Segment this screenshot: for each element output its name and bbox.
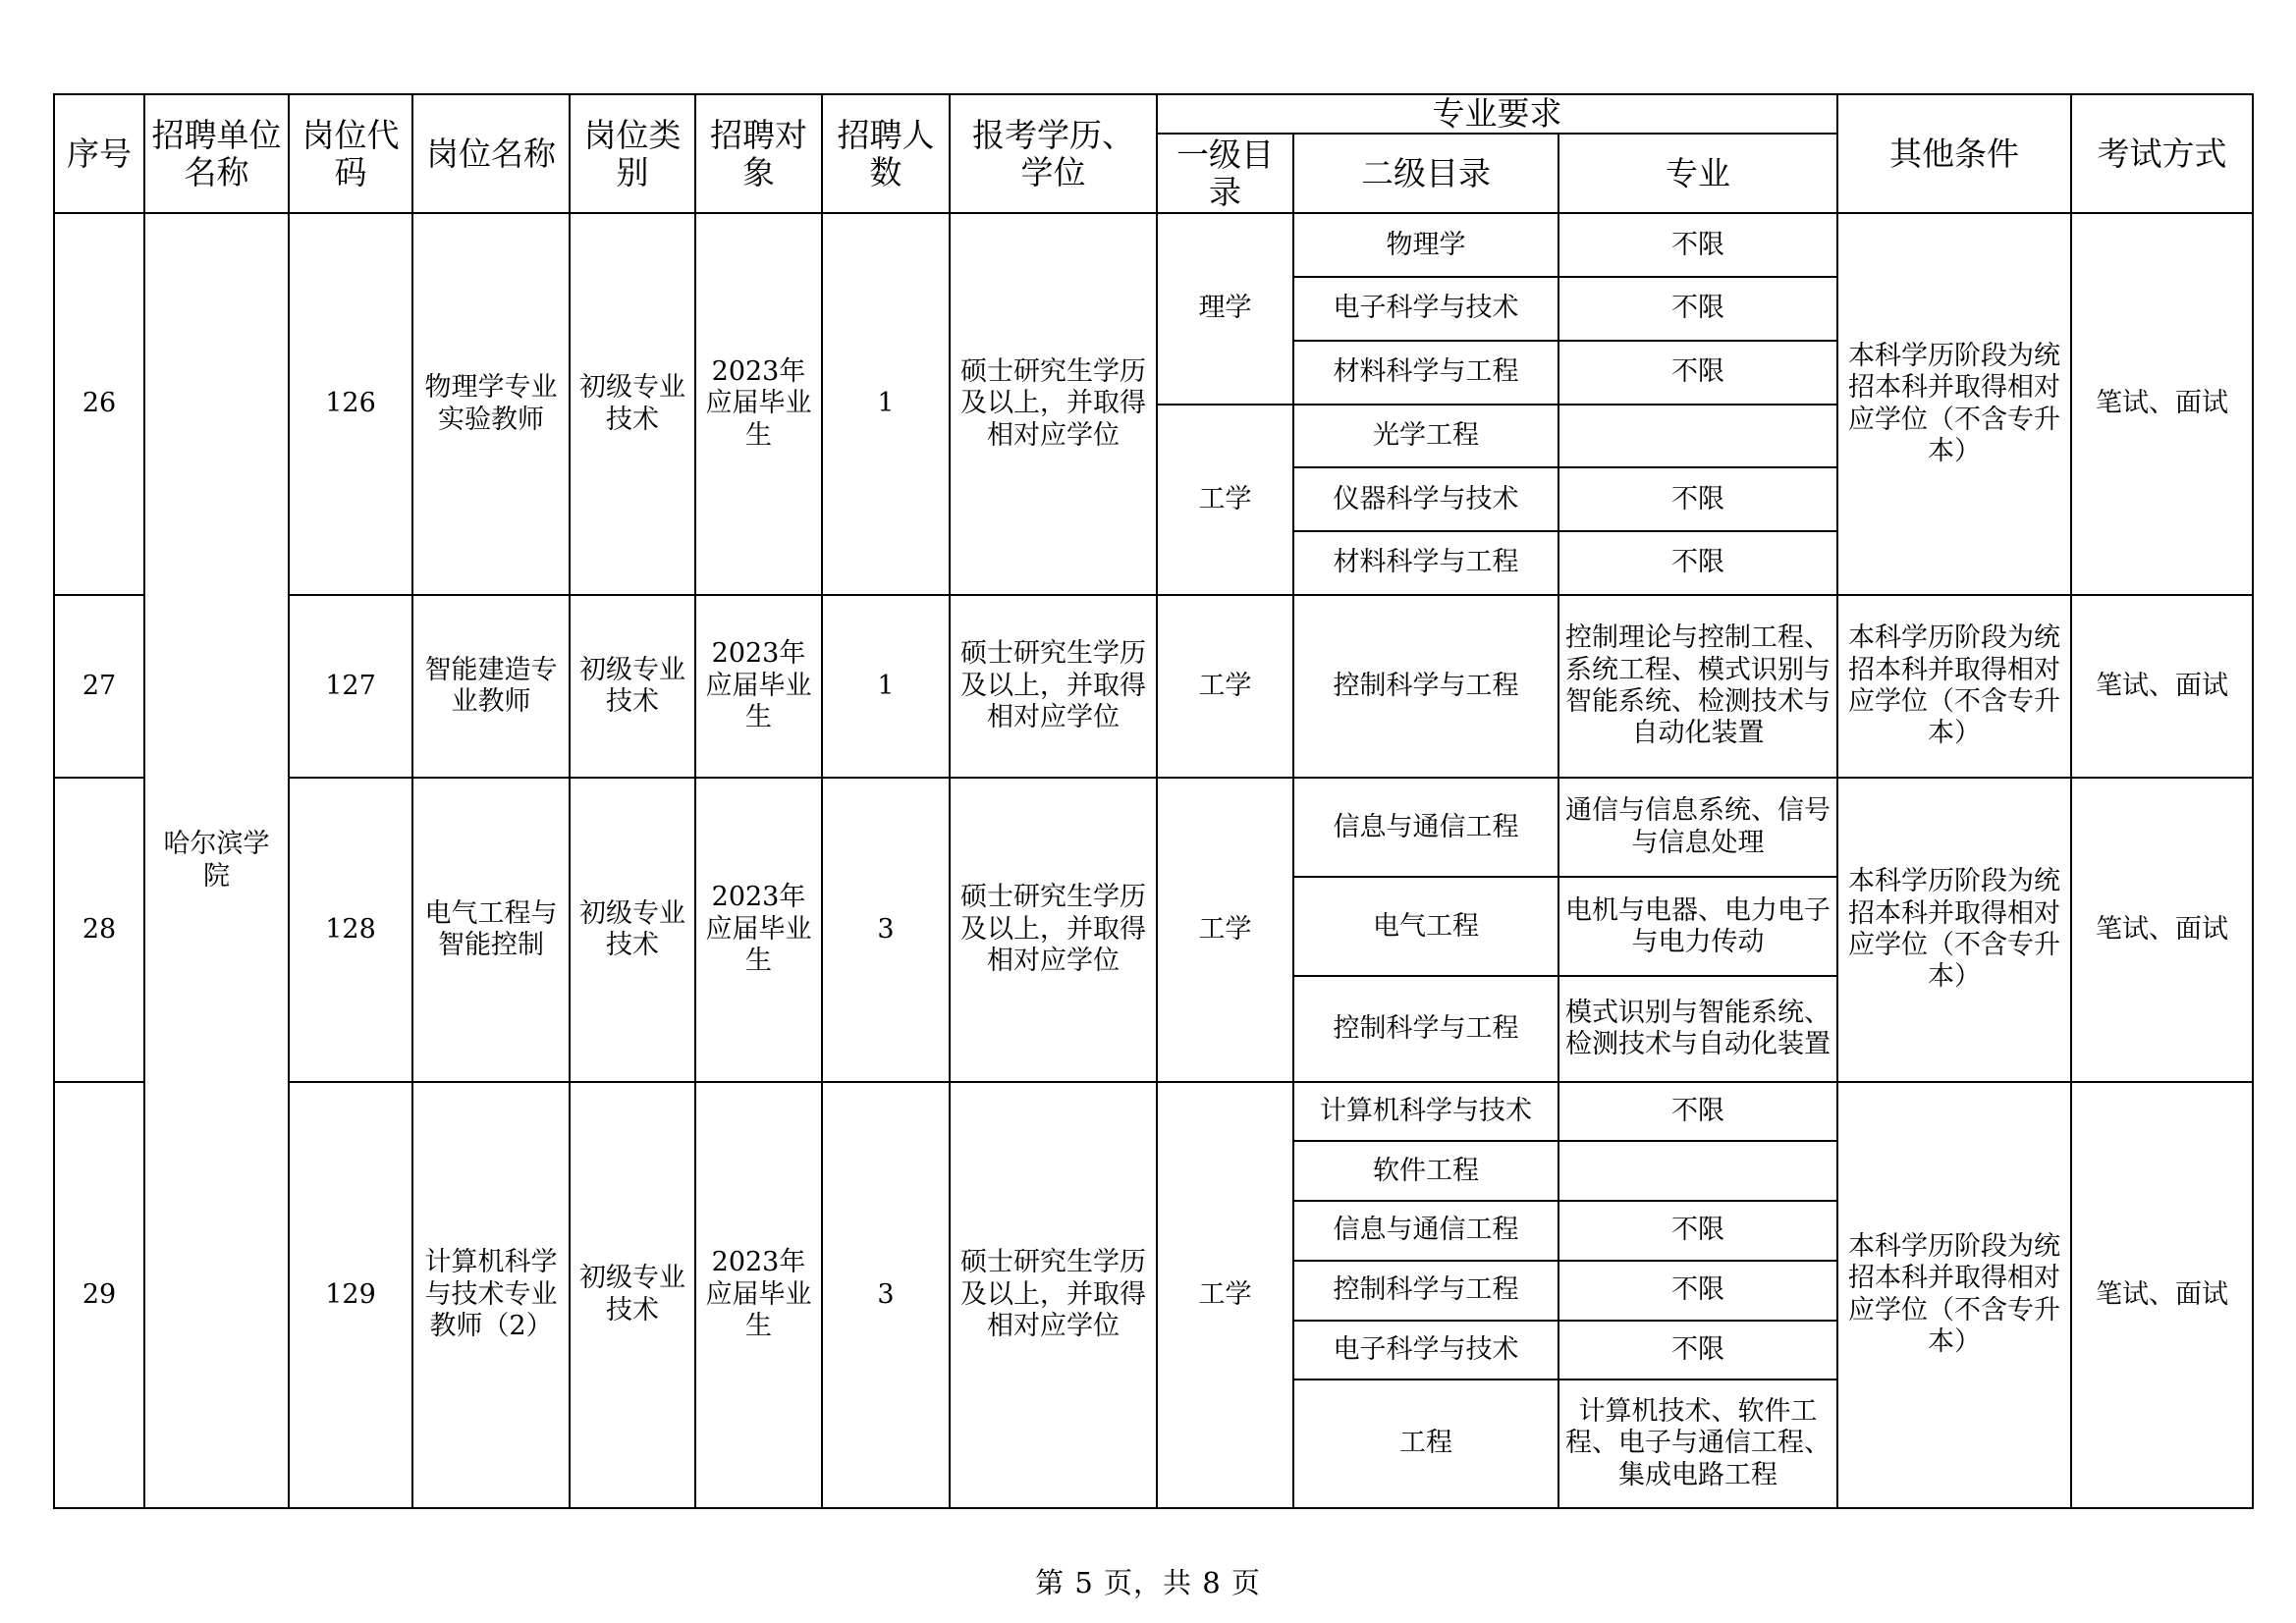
education-cell: 硕士研究生学历及以上，并取得相对应学位 [950, 595, 1157, 778]
table-row [54, 595, 2253, 778]
level2-cell: 光学工程 [1293, 405, 1558, 468]
exam-method-cell: 笔试、面试 [2071, 778, 2253, 1082]
major-cell: 电机与电器、电力电子与电力传动 [1558, 877, 1837, 976]
post-code-cell: 128 [289, 778, 412, 1082]
education-cell: 硕士研究生学历及以上，并取得相对应学位 [950, 1082, 1157, 1508]
header-level2: 二级目录 [1293, 134, 1558, 213]
level2-cell: 控制科学与工程 [1293, 595, 1558, 778]
level2-cell: 仪器科学与技术 [1293, 467, 1558, 531]
level2-cell: 物理学 [1293, 213, 1558, 277]
table-row [54, 778, 2253, 877]
level2-cell: 控制科学与工程 [1293, 1261, 1558, 1321]
level1-cell: 工学 [1157, 778, 1293, 1082]
header-post-type: 岗位类别 [570, 94, 695, 213]
level2-cell: 软件工程 [1293, 1141, 1558, 1201]
major-cell: 不限 [1558, 213, 1837, 277]
header-major: 专业 [1558, 134, 1837, 213]
count-cell: 3 [822, 1082, 950, 1508]
unit-name-cell: 哈尔滨学院 [144, 213, 289, 1508]
seq-cell: 29 [54, 1082, 144, 1508]
count-cell: 3 [822, 778, 950, 1082]
major-cell: 不限 [1558, 531, 1837, 595]
level2-cell: 电子科学与技术 [1293, 1321, 1558, 1380]
level2-cell: 控制科学与工程 [1293, 976, 1558, 1081]
education-cell: 硕士研究生学历及以上，并取得相对应学位 [950, 213, 1157, 595]
table-row [54, 1082, 2253, 1142]
major-cell: 控制理论与控制工程、系统工程、模式识别与智能系统、检测技术与自动化装置 [1558, 595, 1837, 778]
seq-cell: 26 [54, 213, 144, 595]
target-cell: 2023年应届毕业生 [695, 1082, 822, 1508]
level2-cell: 工程 [1293, 1380, 1558, 1508]
post-name-cell: 计算机科学与技术专业教师（2） [412, 1082, 570, 1508]
recruitment-table [53, 93, 2254, 1509]
major-cell: 不限 [1558, 1201, 1837, 1261]
target-cell: 2023年应届毕业生 [695, 213, 822, 595]
post-name-cell: 物理学专业实验教师 [412, 213, 570, 595]
major-cell: 不限 [1558, 341, 1837, 405]
major-cell: 不限 [1558, 1321, 1837, 1380]
header-post-name: 岗位名称 [412, 94, 570, 213]
header-seq: 序号 [54, 94, 144, 213]
other-conditions-cell: 本科学历阶段为统招本科并取得相对应学位（不含专升本） [1837, 595, 2071, 778]
post-type-cell: 初级专业技术 [570, 595, 695, 778]
post-name-cell: 电气工程与智能控制 [412, 778, 570, 1082]
major-cell: 不限 [1558, 1082, 1837, 1142]
major-cell: 不限 [1558, 277, 1837, 341]
level2-cell: 信息与通信工程 [1293, 778, 1558, 877]
header-other-conditions: 其他条件 [1837, 94, 2071, 213]
post-code-cell: 129 [289, 1082, 412, 1508]
exam-method-cell: 笔试、面试 [2071, 1082, 2253, 1508]
page-footer: 第 5 页，共 8 页 [1035, 1566, 1261, 1599]
major-cell [1558, 1141, 1837, 1201]
post-code-cell: 126 [289, 213, 412, 595]
header-code: 岗位代码 [289, 94, 412, 213]
count-cell: 1 [822, 213, 950, 595]
major-cell: 通信与信息系统、信号与信息处理 [1558, 778, 1837, 877]
other-conditions-cell: 本科学历阶段为统招本科并取得相对应学位（不含专升本） [1837, 213, 2071, 595]
level2-cell: 材料科学与工程 [1293, 531, 1558, 595]
header-level1: 一级目录 [1157, 134, 1293, 213]
other-conditions-cell: 本科学历阶段为统招本科并取得相对应学位（不含专升本） [1837, 1082, 2071, 1508]
exam-method-cell: 笔试、面试 [2071, 213, 2253, 595]
level1-cell: 工学 [1157, 1082, 1293, 1508]
major-cell [1558, 405, 1837, 468]
level2-cell: 电气工程 [1293, 877, 1558, 976]
header-count: 招聘人数 [822, 94, 950, 213]
seq-cell: 28 [54, 778, 144, 1082]
major-cell: 模式识别与智能系统、检测技术与自动化装置 [1558, 976, 1837, 1081]
post-type-cell: 初级专业技术 [570, 778, 695, 1082]
table-row [54, 213, 2253, 277]
level1-cell: 理学 [1157, 213, 1293, 404]
level2-cell: 电子科学与技术 [1293, 277, 1558, 341]
header-major-requirements: 专业要求 [1157, 94, 1837, 134]
major-cell: 计算机技术、软件工程、电子与通信工程、集成电路工程 [1558, 1380, 1837, 1508]
major-cell: 不限 [1558, 467, 1837, 531]
level1-cell: 工学 [1157, 405, 1293, 595]
target-cell: 2023年应届毕业生 [695, 778, 822, 1082]
header-row-1 [54, 94, 2253, 134]
level2-cell: 计算机科学与技术 [1293, 1082, 1558, 1142]
count-cell: 1 [822, 595, 950, 778]
seq-cell: 27 [54, 595, 144, 778]
education-cell: 硕士研究生学历及以上，并取得相对应学位 [950, 778, 1157, 1082]
header-target: 招聘对象 [695, 94, 822, 213]
level2-cell: 信息与通信工程 [1293, 1201, 1558, 1261]
post-type-cell: 初级专业技术 [570, 1082, 695, 1508]
header-unit: 招聘单位名称 [144, 94, 289, 213]
post-type-cell: 初级专业技术 [570, 213, 695, 595]
header-education: 报考学历、学位 [950, 94, 1157, 213]
major-cell: 不限 [1558, 1261, 1837, 1321]
post-code-cell: 127 [289, 595, 412, 778]
header-exam-method: 考试方式 [2071, 94, 2253, 213]
exam-method-cell: 笔试、面试 [2071, 595, 2253, 778]
post-name-cell: 智能建造专业教师 [412, 595, 570, 778]
level2-cell: 材料科学与工程 [1293, 341, 1558, 405]
other-conditions-cell: 本科学历阶段为统招本科并取得相对应学位（不含专升本） [1837, 778, 2071, 1082]
level1-cell: 工学 [1157, 595, 1293, 778]
target-cell: 2023年应届毕业生 [695, 595, 822, 778]
